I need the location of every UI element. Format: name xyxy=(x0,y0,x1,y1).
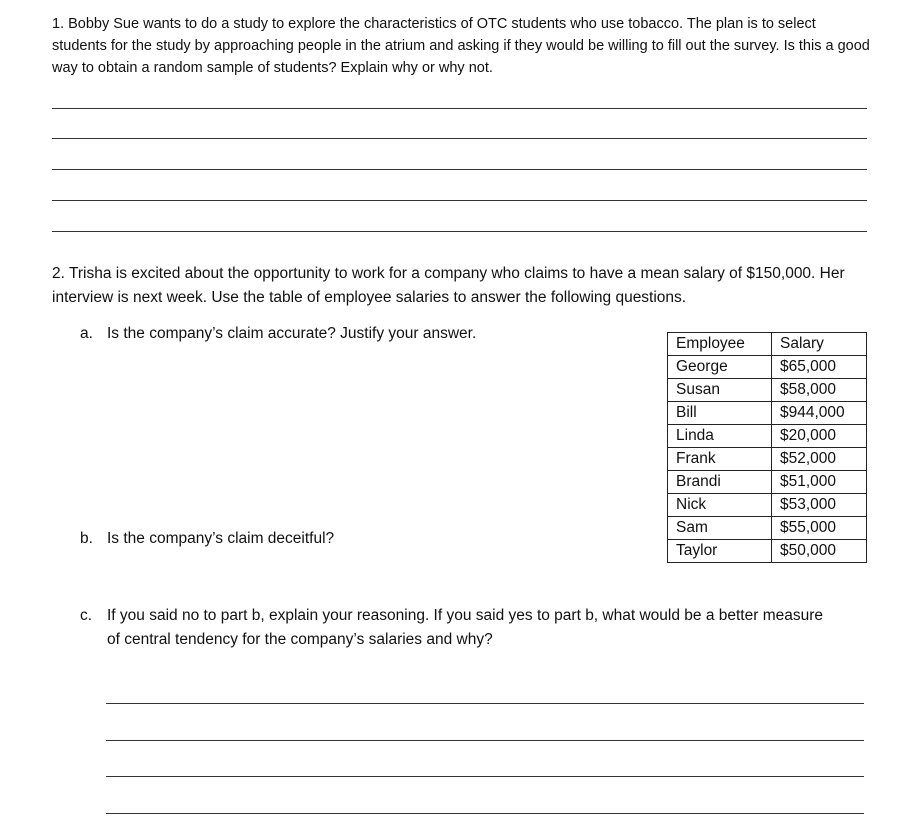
employee-salary: $51,000 xyxy=(772,471,867,494)
table-row xyxy=(668,517,867,540)
employee-salary: $20,000 xyxy=(772,425,867,448)
table-row xyxy=(668,448,867,471)
answer-line[interactable] xyxy=(106,703,864,704)
column-header-salary: Salary xyxy=(772,333,867,356)
table-row xyxy=(668,379,867,402)
table-row xyxy=(668,356,867,379)
table-row xyxy=(668,540,867,563)
question-2a-text: Is the company’s claim accurate? Justify your answer. xyxy=(107,325,477,342)
question-2b-text: Is the company’s claim deceitful? xyxy=(107,530,335,547)
employee-name: Frank xyxy=(668,448,772,471)
table-row xyxy=(668,425,867,448)
question-2a xyxy=(80,322,476,346)
employee-name: George xyxy=(668,356,772,379)
table-row xyxy=(668,471,867,494)
employee-name: Nick xyxy=(668,494,772,517)
question-2c-text: If you said no to part b, explain your reasoning. If you said yes to part b, what would be a better measure of central tendency for the company’s salaries and why? xyxy=(107,607,823,648)
employee-salary: $53,000 xyxy=(772,494,867,517)
employee-name: Sam xyxy=(668,517,772,540)
employee-salary: $58,000 xyxy=(772,379,867,402)
employee-name: Taylor xyxy=(668,540,772,563)
employee-salary: $55,000 xyxy=(772,517,867,540)
answer-line[interactable] xyxy=(52,200,867,201)
table-row xyxy=(668,402,867,425)
salary-table xyxy=(667,332,867,563)
answer-line[interactable] xyxy=(52,169,867,170)
employee-name: Brandi xyxy=(668,471,772,494)
employee-salary: $65,000 xyxy=(772,356,867,379)
question-2b xyxy=(80,527,334,551)
employee-salary: $52,000 xyxy=(772,448,867,471)
answer-line[interactable] xyxy=(106,776,864,777)
employee-name: Linda xyxy=(668,425,772,448)
employee-name: Bill xyxy=(668,402,772,425)
answer-line[interactable] xyxy=(52,231,867,232)
table-row xyxy=(668,494,867,517)
column-header-employee: Employee xyxy=(668,333,772,356)
answer-line[interactable] xyxy=(106,740,864,741)
employee-salary: $50,000 xyxy=(772,540,867,563)
part-letter: c. xyxy=(80,607,93,624)
question-2c xyxy=(80,604,840,652)
part-letter: b. xyxy=(80,530,93,547)
answer-line[interactable] xyxy=(106,813,864,814)
question-2-text: 2. Trisha is excited about the opportunity to work for a company who claims to have a mean salary of $150,000. Her interview is next week. Use the table of employee salaries to answer the following questions. xyxy=(52,265,845,306)
answer-line[interactable] xyxy=(52,108,867,109)
employee-name: Susan xyxy=(668,379,772,402)
part-letter: a. xyxy=(80,325,93,342)
employee-salary: $944,000 xyxy=(772,402,867,425)
table-header-row xyxy=(668,333,867,356)
answer-line[interactable] xyxy=(52,138,867,139)
question-1-text: 1. Bobby Sue wants to do a study to explore the characteristics of OTC students who use tobacco. The plan is to select students for the study by approaching people in the atrium and asking if they would be willing to fill out the survey. Is this a good way to obtain a random sample of students? Explain why or why not. xyxy=(52,16,870,76)
